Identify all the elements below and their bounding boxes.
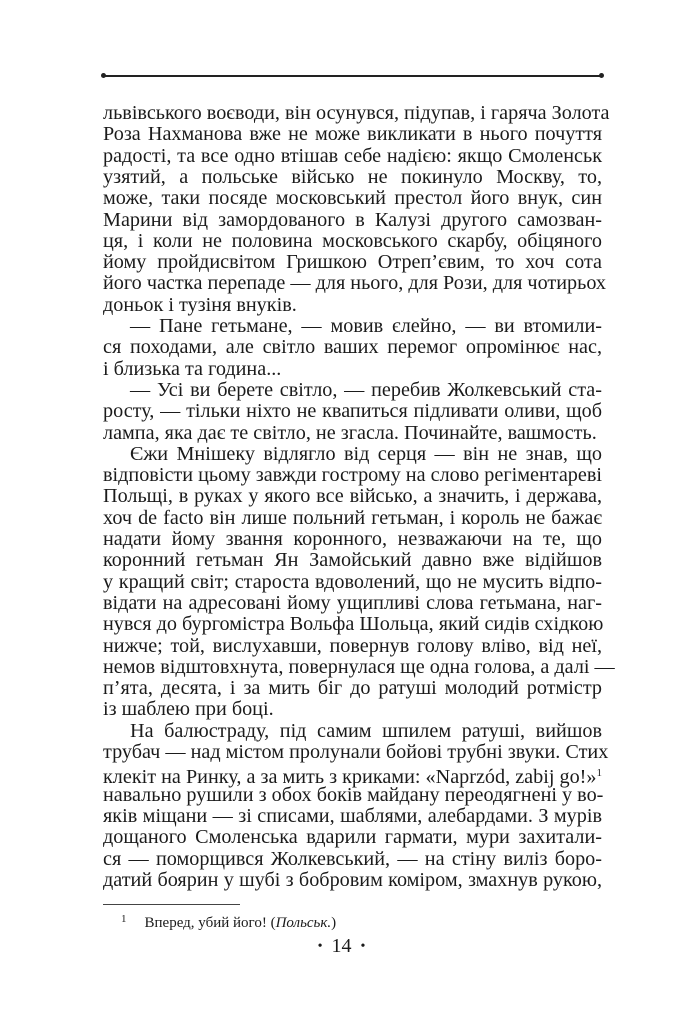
text-line: трубач — над містом пролунали бойові трубні звуки. Стих bbox=[103, 741, 609, 763]
text-line: узятий, а польське військо не покинуло Москву, то, bbox=[103, 165, 602, 188]
text-line: може, таки посяде московський престол його внук, син bbox=[103, 187, 602, 210]
text-line: хоч de facto він лише польний гетьман, і король не бажає bbox=[103, 506, 602, 529]
folio-bullet-right: • bbox=[360, 939, 366, 954]
text-line: ся — поморщився Жолкевський, — на стіну виліз боро- bbox=[103, 847, 602, 870]
text-line: із шаблею при боці. bbox=[103, 698, 274, 721]
text-line: немов відштовхнута, повернулася ще одна голова, а далі — bbox=[103, 655, 615, 678]
text-line: яків міщани — зі списами, шаблями, алебардами. З мурів bbox=[103, 804, 602, 827]
text-line: львівського воєводи, він осунувся, підупав, і гаряча Золота bbox=[103, 102, 610, 124]
text-line: — Усі ви берете світло, — перебив Жолкевський ста- bbox=[130, 378, 602, 401]
text-line: коронний гетьман Ян Замойський давно вже відійшов bbox=[103, 549, 602, 572]
text-line: йому пройдисвітом Гришкою Отреп’євим, то хоч сота bbox=[103, 251, 602, 274]
footnote-marker: 1 bbox=[121, 913, 127, 925]
page-number-block bbox=[0, 934, 683, 959]
text-line: і близька та година... bbox=[103, 357, 282, 380]
text-line: нувся до бургомістра Вольфа Шольца, який сидів східкою bbox=[103, 613, 604, 636]
header-rule bbox=[103, 75, 602, 77]
text-line: Роза Нахманова вже не може викликати в нього почуття bbox=[103, 123, 602, 146]
text-line: ця, і коли не половина московського скарбу, обіцяного bbox=[103, 229, 602, 252]
text-line: — Пане гетьмане, — мовив єлейно, — ви втомили- bbox=[130, 315, 602, 337]
page-number: 14 bbox=[331, 935, 352, 957]
text-line: лампа, яка дає те світло, не згасла. Починайте, вашмость. bbox=[103, 421, 597, 444]
footnote-text: Вперед, убий його! ( bbox=[144, 915, 276, 931]
text-line: п’ята, десята, і за мить біг до ратуші молодий ротмістр bbox=[103, 677, 602, 700]
text-line: нижче; той, вислухавши, повернув голову вліво, від неї, bbox=[103, 634, 602, 657]
text-line: На балюстраду, під самим шпилем ратуші, вийшов bbox=[130, 719, 602, 742]
text-line: відповісти цьому завжди гострому на слово регіментареві bbox=[103, 464, 602, 487]
text-line-content: клекіт на Ринку, а за мить з криками: «Naprzód, zabij go!» bbox=[103, 766, 597, 789]
footnote-reference: 1 bbox=[596, 767, 602, 780]
footnote-close: ) bbox=[331, 915, 337, 931]
text-line: Єжи Мнішеку відлягло від серця — він не знав, що bbox=[130, 442, 602, 465]
footnote-source: Польськ. bbox=[275, 915, 332, 931]
text-line: росту, — тільки ніхто не квапиться підливати оливи, щоб bbox=[103, 400, 602, 423]
text-line: Марини від замордованого в Калузі другого самозван- bbox=[103, 208, 602, 231]
footnote-rule bbox=[103, 904, 240, 905]
text-line: ся походами, але світло ваших перемог опромінює нас, bbox=[103, 336, 602, 359]
text-line: доньок і тузіня внуків. bbox=[103, 293, 297, 316]
text-line: радості, та все одно втішав себе надією: якщо Смоленськ bbox=[103, 144, 602, 167]
text-line: навально рушили з обох боків майдану переодягнені у во- bbox=[103, 783, 604, 806]
text-line: дощаного Смоленська вдарили гармати, мури захитали- bbox=[103, 826, 602, 849]
text-line: у кращий світ; староста вдоволений, що не мусить відпо- bbox=[103, 570, 602, 593]
text-line: надати йому звання коронного, незважаючи на те, що bbox=[103, 528, 602, 550]
text-line: Польщі, в руках у якого все військо, а значить, і держава, bbox=[103, 485, 602, 508]
folio-bullet-left: • bbox=[317, 939, 323, 954]
text-line: датий боярин у шубі з бобровим коміром, змахнув рукою, bbox=[103, 868, 602, 891]
text-line: відати на адресовані йому ущипливі слова гетьмана, наг- bbox=[103, 591, 602, 614]
text-line: його часткa перепаде — для нього, для Рози, для чотирьох bbox=[103, 272, 607, 295]
footnote bbox=[121, 909, 336, 933]
header-right-dot bbox=[599, 73, 604, 78]
